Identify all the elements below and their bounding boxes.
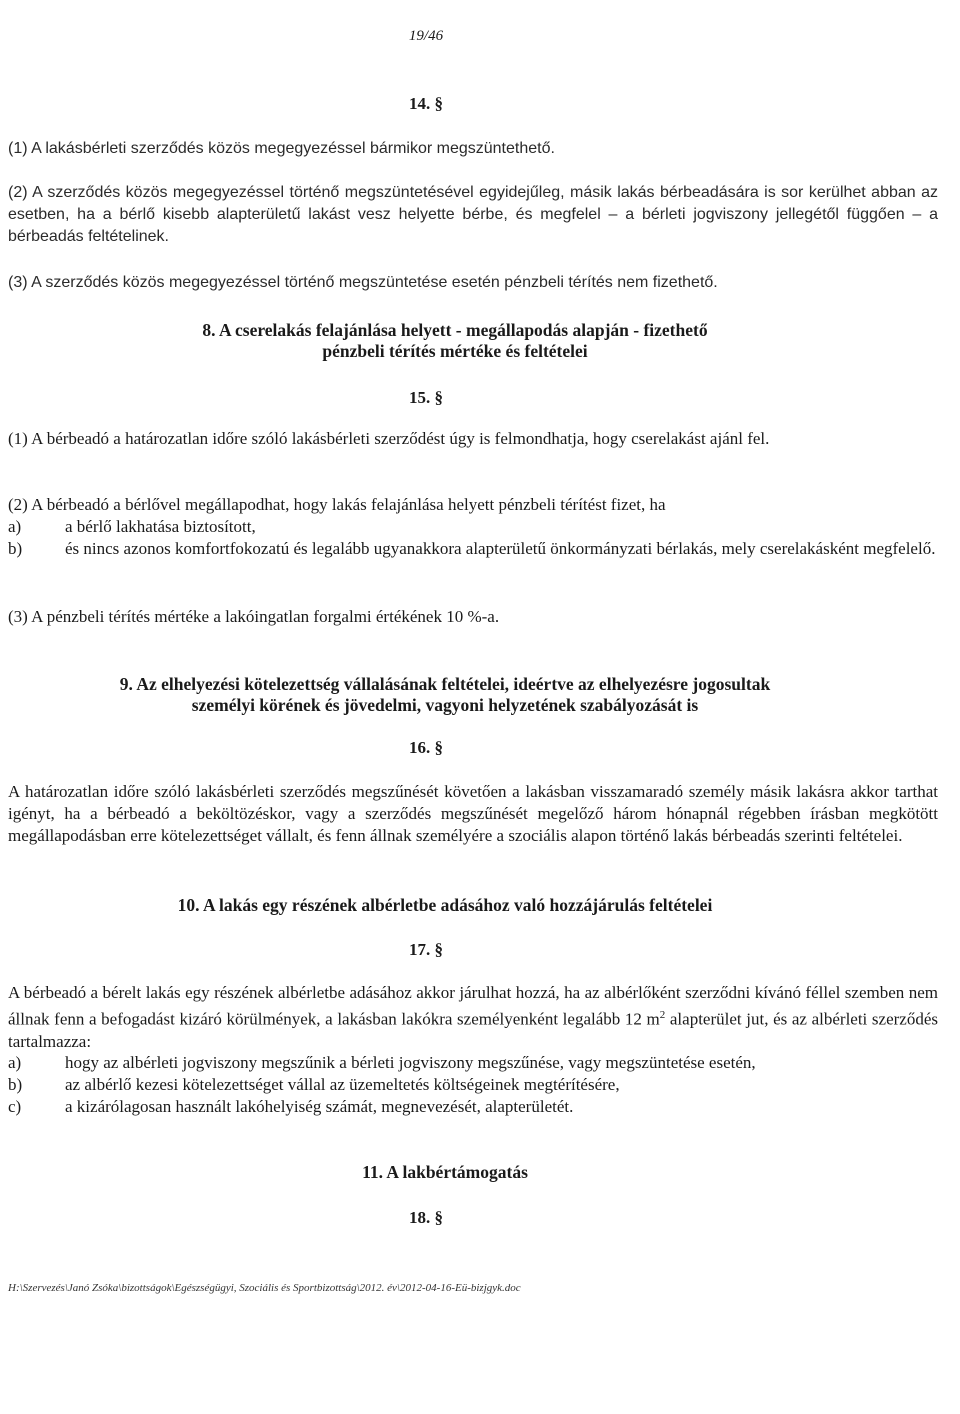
list-item-text: és nincs azonos komfortfokozatú és legalább ugyanakkora alapterületű önkormányzati bérlakás, mely cserelakásként megfelelő. xyxy=(65,539,936,558)
section-17-list xyxy=(8,1052,938,1118)
section-15-paragraph-1: (1) A bérbeadó a határozatlan időre szóló lakásbérleti szerződést úgy is felmondhatja, hogy cserelakást ajánl fel. xyxy=(8,429,770,448)
section-14-paragraph-1: (1) A lakásbérleti szerződés közös megegyezéssel bármikor megszüntethető. xyxy=(8,140,555,157)
section-17-paragraph-1-text-end: alapterület jut, és az albérleti szerződés tartalmazza: xyxy=(8,1009,938,1051)
section-14-title: 14. § xyxy=(409,94,443,113)
chapter-8-heading-line-1: 8. A cserelakás felajánlása helyett - megállapodás alapján - fizethető xyxy=(202,320,708,340)
section-17-paragraph-1-text: A bérbeadó a bérelt lakás egy részének albérletbe adásához akkor járulhat hozzá, ha az albérlőként szerződni kívánó féllel szemben nem állnak fenn a befogadást kizáró körülmények, a lakásban lakókra személyenként legalább 12 m xyxy=(8,983,938,1029)
list-item-label: a) xyxy=(8,517,22,536)
list-item-label: b) xyxy=(8,539,23,558)
section-15-title: 15. § xyxy=(409,388,443,407)
section-16-paragraph-1: A határozatlan időre szóló lakásbérleti szerződés megszűnését követően a lakásban visszamaradó személy másik lakásra akkor tarthat igényt, ha a bérbeadó a beköltözéskor, vagy a szerződés megszűnését megelőző három hónapnál régebben írásban megkötött megállapodásban erre kötelezettséget vállalt, és fenn állnak személyére a szociális alapon történő lakás bérbeadás szerinti feltételei. xyxy=(8,782,938,845)
list-item xyxy=(8,1052,938,1074)
list-item-label: c) xyxy=(8,1097,22,1116)
chapter-9-heading-line-2: személyi körének és jövedelmi, vagyoni helyzetének szabályozását is xyxy=(191,695,699,715)
section-15-paragraph-2 xyxy=(8,494,938,560)
section-18-title: 18. § xyxy=(409,1208,443,1227)
page-number: 19/46 xyxy=(408,28,444,44)
section-15-paragraph-3: (3) A pénzbeli térítés mértéke a lakóingatlan forgalmi értékének 10 %-a. xyxy=(8,607,500,626)
chapter-10-heading: 10. A lakás egy részének albérletbe adásához való hozzájárulás feltételei xyxy=(177,895,713,915)
list-item xyxy=(8,538,938,560)
section-17-paragraph-1 xyxy=(8,982,938,1053)
footer-file-path: H:\Szervezés\Janó Zsóka\bizottságok\Egészségügyi, Szociális és Sportbizottság\2012. év\2012-04-16-Eü-bizjgyk.doc xyxy=(8,1282,521,1294)
section-17-title: 17. § xyxy=(409,940,443,959)
list-item-text: a bérlő lakhatása biztosított, xyxy=(65,517,256,536)
superscript: 2 xyxy=(659,1009,666,1021)
list-item-label: b) xyxy=(8,1075,23,1094)
chapter-11-heading: 11. A lakbértámogatás xyxy=(362,1162,528,1182)
list-item-text: az albérlő kezesi kötelezettséget vállal az üzemeltetés költségeinek megtérítésére, xyxy=(65,1075,620,1094)
list-item-label: a) xyxy=(8,1053,22,1072)
list-item-text: a kizárólagosan használt lakóhelyiség számát, megnevezését, alapterületét. xyxy=(65,1097,574,1116)
chapter-8-heading xyxy=(60,320,850,362)
chapter-8-heading-line-2: pénzbeli térítés mértéke és feltételei xyxy=(322,341,588,361)
section-14-paragraph-3: (3) A szerződés közös megegyezéssel történő megszüntetése esetén pénzbeli térítés nem fizethető. xyxy=(8,274,718,291)
chapter-9-heading xyxy=(40,674,850,716)
list-item xyxy=(8,1096,938,1118)
section-16-title: 16. § xyxy=(409,738,443,757)
list-item-text: hogy az albérleti jogviszony megszűnik a bérleti jogviszony megszűnése, vagy megszüntetése esetén, xyxy=(65,1053,756,1072)
section-14-paragraph-2: (2) A szerződés közös megegyezéssel történő megszüntetésével egyidejűleg, másik lakás bérbeadására is sor kerülhet abban az esetben, ha a bérlő kisebb alapterületű lakást vesz helyette bérbe, és megfelel – a bérleti jogviszony jellegétől függően – a bérbeadás feltételinek. xyxy=(8,184,938,245)
section-15-paragraph-2-intro: (2) A bérbeadó a bérlővel megállapodhat, hogy lakás felajánlása helyett pénzbeli térítést fizet, ha xyxy=(8,495,666,514)
list-item xyxy=(8,1074,938,1096)
chapter-9-heading-line-1: 9. Az elhelyezési kötelezettség vállalásának feltételei, ideértve az elhelyezésre jogosultak xyxy=(119,674,771,694)
list-item xyxy=(8,516,938,538)
